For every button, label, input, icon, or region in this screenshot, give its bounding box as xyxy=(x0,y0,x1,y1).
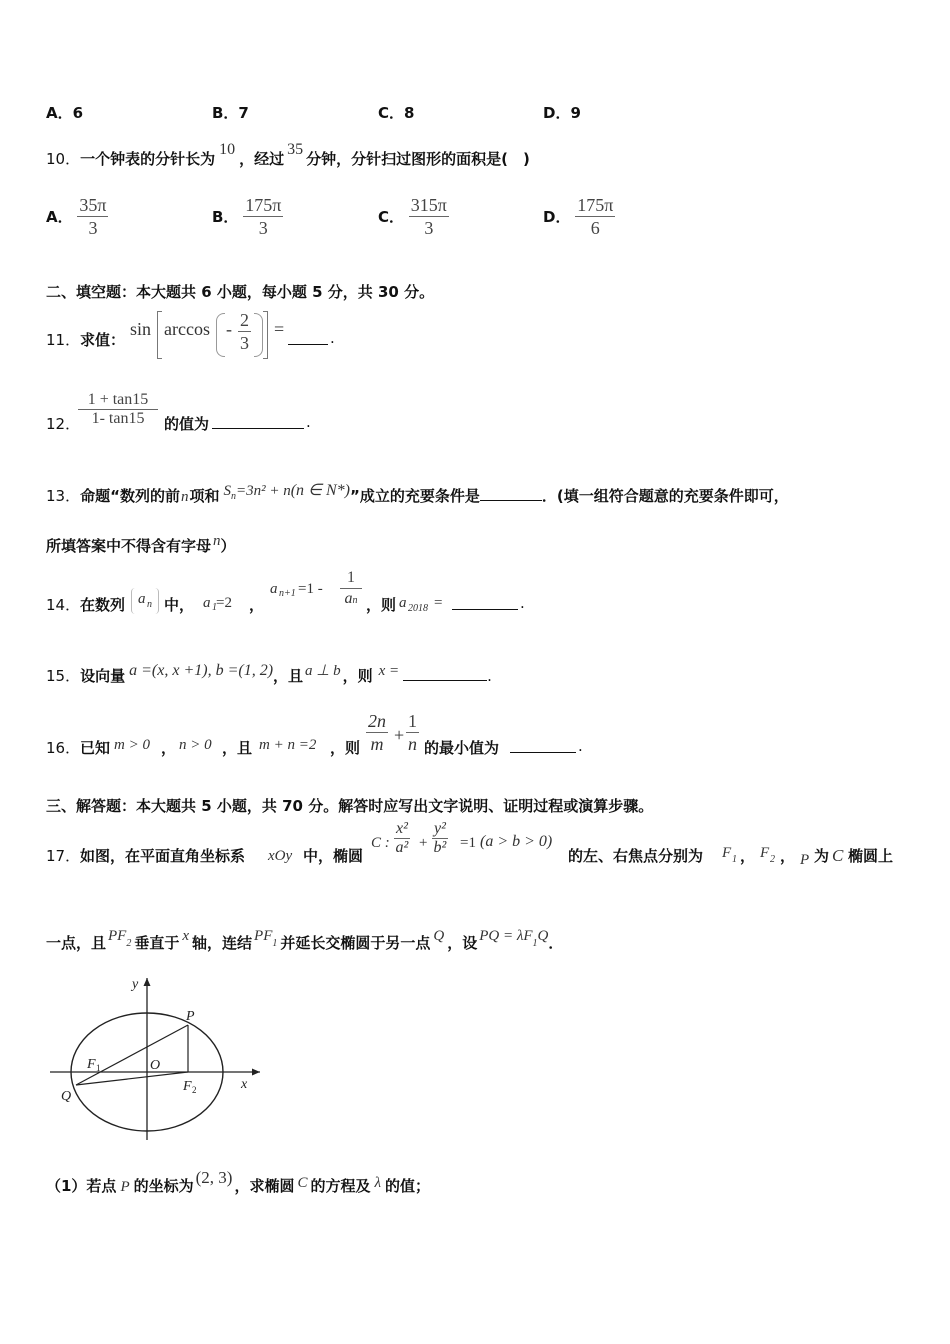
q9-option-d: D．9 xyxy=(543,104,581,122)
q10-option-c xyxy=(378,194,449,239)
q17-line-1 xyxy=(46,818,916,870)
q17-fraction-y-numerator: y² xyxy=(434,820,446,837)
figure-line-QP xyxy=(76,1025,188,1085)
q14-fraction-denominator-a: a xyxy=(344,590,353,607)
q16-number: 16． xyxy=(46,739,81,757)
q17-Q: Q xyxy=(433,928,445,944)
q17-part-1-text-2: ，求椭圆 xyxy=(234,1177,295,1195)
q10-option-d-label: D． xyxy=(543,208,571,226)
q16 xyxy=(46,708,606,760)
q13-S: S xyxy=(223,483,231,499)
q14-an1-subscript: n+1 xyxy=(279,588,296,599)
q14-answer-blank xyxy=(452,597,518,610)
q12-answer-blank xyxy=(212,416,304,429)
q16-text-3: ，且 xyxy=(222,739,253,757)
q17-PQ-expression: PQ = λF xyxy=(479,928,533,944)
q17-fraction-x xyxy=(394,820,410,857)
q10-option-c-label: C． xyxy=(378,208,405,226)
q14-a1-subscript: 1 xyxy=(212,602,217,613)
q14-an1: a xyxy=(270,581,278,597)
q16-condition-sum: m + n =2 xyxy=(259,737,317,753)
q17-text-2: 中，椭圆 xyxy=(303,847,364,865)
q17-PF2: PF xyxy=(108,928,127,944)
q14-a2018: a xyxy=(399,595,407,611)
q13-text-1: 命题“数列的前 xyxy=(80,487,180,505)
q10-option-b-fraction xyxy=(243,194,283,239)
q13-close-paren: ） xyxy=(220,537,236,555)
q17-text-4: 为 xyxy=(814,847,830,865)
q9-option-a: A．6 xyxy=(46,104,84,122)
q17-F2: F xyxy=(760,845,770,861)
q12-number: 12． xyxy=(46,415,81,433)
q10-option-d xyxy=(543,194,615,239)
q17-F1-subscript: 1 xyxy=(732,854,737,865)
q14-equals: = xyxy=(434,595,443,611)
q13-number: 13． xyxy=(46,487,81,505)
q10-option-c-denominator: 3 xyxy=(424,218,434,238)
section-3-heading: 三、解答题：本大题共 5 小题，共 70 分。解答时应写出文字说明、证明过程或演算步骤。 xyxy=(46,797,654,815)
q11-number: 11． xyxy=(46,331,81,349)
q16-condition-n: n > 0 xyxy=(179,737,212,753)
q11-sin: sin xyxy=(130,319,152,339)
q17-fraction-x-denominator: a² xyxy=(395,839,409,856)
q17-PF2-subscript: 2 xyxy=(126,938,132,949)
q14-fraction-denominator xyxy=(340,589,362,611)
q17-plus: + xyxy=(419,835,428,851)
q10-option-c-numerator: 315π xyxy=(410,195,447,215)
q17-part-1-lambda: λ xyxy=(374,1175,381,1191)
q12-fraction xyxy=(78,391,158,428)
q17-text-3: 的左、右焦点分别为 xyxy=(568,847,704,865)
q14-recurrence: =1 - xyxy=(298,581,323,597)
q11-label: 求值： xyxy=(80,331,126,349)
q11-bracket-right xyxy=(263,311,268,359)
q17-comma-2: ， xyxy=(780,847,796,865)
q11-paren-right xyxy=(254,313,263,357)
q17-text-5: 椭圆上 xyxy=(848,847,894,865)
q17-PQ-subscript: 1 xyxy=(532,938,538,949)
q14-text-3: ，则 xyxy=(366,596,397,614)
q11-minus: - xyxy=(226,319,232,339)
q16-text-1: 已知 xyxy=(80,739,111,757)
q17-PF1: PF xyxy=(254,928,273,944)
q13-text-4: ．(填一组符合题意的充要条件即可， xyxy=(541,487,789,505)
q10-text-2: ，经过 xyxy=(239,150,285,168)
q17-part-1-text-4: 的值； xyxy=(385,1177,431,1195)
q13-line-2 xyxy=(46,535,236,556)
q10-option-b-denominator: 3 xyxy=(258,218,268,238)
q15-period: . xyxy=(487,667,492,685)
figure-label-P: P xyxy=(186,1009,195,1024)
q9-option-b: B．7 xyxy=(212,104,249,122)
q10-option-c-fraction xyxy=(409,194,449,239)
q17-F1: F xyxy=(722,845,732,861)
q17-part-1-coordinate: (2, 3) xyxy=(195,1168,233,1187)
q15-text-1: 设向量 xyxy=(80,667,126,685)
q10-option-b-numerator: 175π xyxy=(245,195,282,215)
q16-fraction-1 xyxy=(366,710,388,755)
q10-stem xyxy=(46,141,530,169)
q17-C-2: C xyxy=(832,846,844,865)
q17-line-2-text-4: 并延长交椭圆于另一点 xyxy=(280,934,431,952)
q17-line-2 xyxy=(46,928,564,953)
q16-plus: + xyxy=(394,725,405,745)
q13-n-2: n xyxy=(213,533,221,549)
q17-F2-subscript: 2 xyxy=(770,854,775,865)
q13-n: n xyxy=(180,489,189,505)
q15-text-3: ，则 xyxy=(342,667,373,685)
q11-arccos: arccos xyxy=(164,319,210,339)
figure-label-O: O xyxy=(150,1058,161,1073)
q11-fraction-denominator: 3 xyxy=(240,333,249,353)
q17-fraction-y-denominator: b² xyxy=(433,839,447,856)
q9-option-c: C．8 xyxy=(378,104,415,122)
q16-fraction-2 xyxy=(406,710,419,755)
q17-P: P xyxy=(800,852,810,868)
q17-PQ-end: Q xyxy=(537,928,549,944)
q14-comma: ， xyxy=(249,596,265,614)
q11-fraction-numerator: 2 xyxy=(240,310,249,330)
q17-line-2-text-1: 一点，且 xyxy=(46,934,107,952)
q11-period: . xyxy=(330,329,335,347)
q17-fraction-y xyxy=(432,820,448,857)
q15-text-2: ，且 xyxy=(273,667,304,685)
q13-text-2: 项和 xyxy=(189,487,220,505)
q17-part-1-text-3: 的方程及 xyxy=(310,1177,371,1195)
q17-line-2-text-3: 轴，连结 xyxy=(192,934,253,952)
q17-C-colon: C : xyxy=(371,835,390,851)
q16-fraction-1-denominator: m xyxy=(370,734,384,754)
q17-part-1-P: P xyxy=(120,1179,130,1195)
q11-fraction xyxy=(238,309,251,354)
q15-perpendicular: a ⊥ b xyxy=(305,663,341,679)
q15 xyxy=(46,662,492,686)
q10-option-d-denominator: 6 xyxy=(590,218,600,238)
q13-S-subscript: n xyxy=(230,491,236,502)
q10-text-1: 一个钟表的分针长为 xyxy=(80,150,216,168)
q14-text-2: 中， xyxy=(164,596,195,614)
q10-number: 10． xyxy=(46,150,81,168)
q10-option-a-denominator: 3 xyxy=(88,218,98,238)
section-2-heading: 二、填空题：本大题共 6 小题，每小题 5 分，共 30 分。 xyxy=(46,283,435,301)
ellipse-figure xyxy=(40,970,270,1145)
q17-comma-1: ， xyxy=(740,847,756,865)
q17-xoy: xOy xyxy=(268,848,293,864)
q15-number: 15． xyxy=(46,667,81,685)
q10-option-d-fraction xyxy=(575,194,615,239)
q13-condition: (n ∈ N*) xyxy=(290,482,350,499)
q17-line-2-text-5: ，设 xyxy=(447,934,478,952)
q14-a1-value: =2 xyxy=(216,595,232,611)
q11-equals: = xyxy=(274,319,285,339)
figure-line-QF2 xyxy=(76,1072,188,1085)
q10-option-a-numerator: 35π xyxy=(79,195,107,215)
q17-x-axis: x xyxy=(182,928,190,944)
q15-x-equals: x = xyxy=(378,663,400,679)
q14-text-1: 在数列 xyxy=(80,596,126,614)
q14-sequence-a: a xyxy=(138,591,146,607)
q12-text: 的值为 xyxy=(164,415,210,433)
figure-y-arrow xyxy=(144,978,151,986)
figure-label-F2: F xyxy=(183,1079,192,1094)
q16-text-5: 的最小值为 xyxy=(424,739,500,757)
q14-fraction-denominator-subscript: n xyxy=(352,595,358,606)
q10-option-a-fraction xyxy=(77,194,108,239)
q11-paren-left xyxy=(216,313,225,357)
figure-label-F1-subscript: 1 xyxy=(96,1063,101,1073)
q10-option-b xyxy=(212,194,283,239)
q14-fraction-numerator: 1 xyxy=(340,568,362,589)
q11-bracket-left xyxy=(157,311,162,359)
q17-text-1: 如图，在平面直角坐标系 xyxy=(80,847,246,865)
q11-answer-blank xyxy=(288,332,328,345)
figure-label-F2-subscript: 2 xyxy=(192,1085,197,1095)
q17-fraction-x-numerator: x² xyxy=(396,820,408,837)
figure-x-arrow xyxy=(252,1069,260,1076)
q12-fraction-numerator: 1 + tan15 xyxy=(78,391,158,410)
q13-line-1 xyxy=(46,482,789,506)
figure-label-x: x xyxy=(241,1077,248,1092)
q16-text-4: ，则 xyxy=(330,739,361,757)
figure-label-F1: F xyxy=(87,1057,96,1072)
q10-length: 10 xyxy=(219,141,236,158)
q15-answer-blank xyxy=(403,668,487,681)
q16-text-2: ， xyxy=(161,739,177,757)
q10-option-d-numerator: 175π xyxy=(577,195,614,215)
q16-answer-blank xyxy=(510,740,576,753)
q14-a1: a xyxy=(203,595,211,611)
q17-PF1-subscript: 1 xyxy=(272,938,278,949)
q15-vectors: a =(x, x +1), b =(1, 2) xyxy=(129,662,274,679)
q17-part-1 xyxy=(46,1168,431,1196)
q14-fraction xyxy=(340,568,362,611)
q17-line-2-text-2: 垂直于 xyxy=(134,934,180,952)
q16-period: . xyxy=(578,737,583,755)
q17-number: 17． xyxy=(46,847,81,865)
q14-period: . xyxy=(520,594,525,612)
q13-text-3: ”成立的充要条件是 xyxy=(349,487,480,505)
q10-option-a xyxy=(46,194,108,239)
q13-answer-blank xyxy=(480,488,542,501)
q14-number: 14． xyxy=(46,596,81,614)
figure-label-y: y xyxy=(132,977,139,992)
q10-minutes: 35 xyxy=(287,141,304,158)
q10-option-b-label: B． xyxy=(212,208,239,226)
q14-a2018-subscript: 2018 xyxy=(408,603,428,614)
figure-label-Q: Q xyxy=(61,1089,72,1104)
q14 xyxy=(46,566,566,620)
q16-fraction-2-denominator: n xyxy=(408,734,417,754)
q16-condition-m: m > 0 xyxy=(114,737,150,753)
q10-text-3: 分钟，分针扫过图形的面积是( ) xyxy=(306,150,530,168)
q17-part-1-label: （1）若点 xyxy=(46,1177,117,1195)
q13-formula: =3n² + n xyxy=(235,483,291,499)
q16-fraction-2-numerator: 1 xyxy=(408,711,417,731)
q12-period: . xyxy=(306,413,311,431)
q17-condition: (a > b > 0) xyxy=(480,833,553,850)
q13-line-2-text: 所填答案中不得含有字母 xyxy=(46,537,212,555)
q17-part-1-text-1: 的坐标为 xyxy=(133,1177,194,1195)
q17-line-2-end: ． xyxy=(548,934,564,952)
q17-equals-one: =1 xyxy=(460,835,476,851)
q14-sequence-subscript: n xyxy=(147,599,152,610)
q17-part-1-C: C xyxy=(297,1175,308,1191)
q16-fraction-1-numerator: 2n xyxy=(368,711,386,731)
q10-option-a-label: A． xyxy=(46,208,73,226)
q12-fraction-denominator: 1- tan15 xyxy=(91,410,145,427)
